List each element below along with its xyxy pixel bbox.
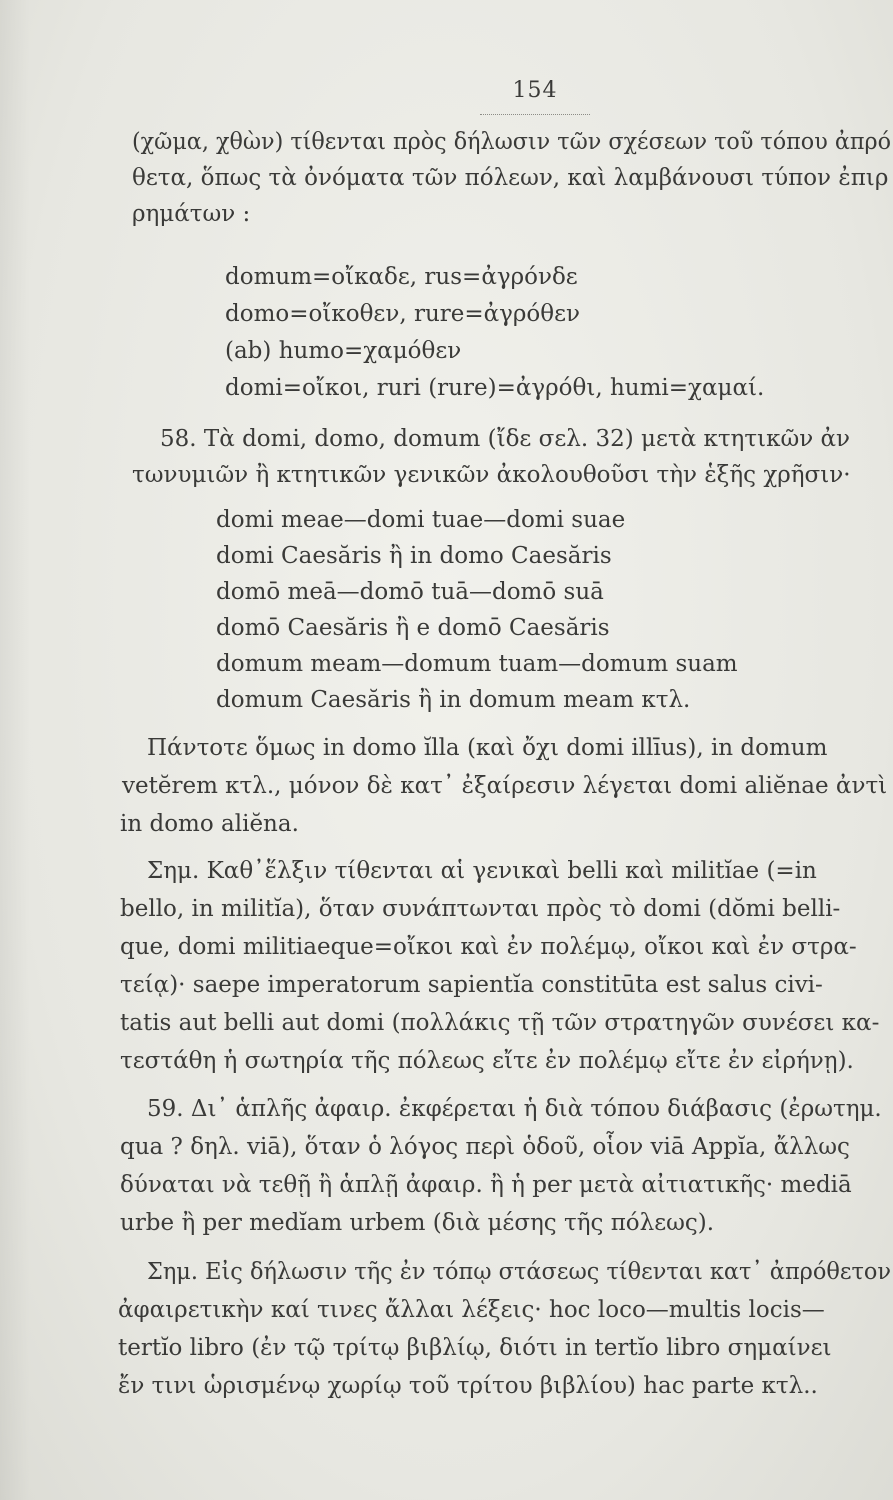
text-line: τωνυμιῶν ἢ κτητικῶν γενικῶν ἀκολουθοῦσι τὴν ἑξῆς χρῆσιν· — [132, 462, 851, 488]
example-line: domum meam—domum tuam—domum suam — [216, 651, 738, 677]
example-line: domi meae—domi tuae—domi suae — [216, 507, 626, 533]
text-line: δύναται νὰ τεθῇ ἢ ἁπλῇ ἀφαιρ. ἢ ἡ per μετὰ αἰτιατικῆς· mediā — [120, 1172, 852, 1198]
text-line: vetĕrem κτλ., μόνον δὲ κατ᾽ ἐξαίρεσιν λέγεται domi aliĕnae ἀντὶ — [122, 773, 888, 799]
example-line: domum Caesăris ἢ in domum meam κτλ. — [216, 687, 691, 713]
example-line: domi=οἴκοι, ruri (rure)=ἀγρόθι, humi=χαμαί. — [225, 375, 765, 401]
page-shadow — [0, 0, 30, 1500]
text-line: ἔν τινι ὡρισμένῳ χωρίῳ τοῦ τρίτου βιβλίου) hac parte κτλ.. — [118, 1373, 818, 1399]
text-line: que, domi militiaeque=οἴκοι καὶ ἐν πολέμῳ, οἴκοι καὶ ἐν στρα- — [120, 934, 857, 960]
section-59-heading: 59. Δι᾽ ἁπλῆς ἀφαιρ. ἐκφέρεται ἡ διὰ τόπου διάβασις (ἐρωτημ. — [147, 1096, 882, 1122]
text-line: (χῶμα, χθὼν) τίθενται πρὸς δήλωσιν τῶν σχέσεων τοῦ τόπου ἀπρό — [132, 129, 891, 155]
example-line: domō Caesăris ἢ e domō Caesăris — [216, 615, 610, 641]
text-line: ρημάτων : — [132, 201, 251, 227]
example-line: domō meā—domō tuā—domō suā — [216, 579, 604, 605]
text-line: qua ? δηλ. viā), ὅταν ὁ λόγος περὶ ὁδοῦ, οἷον viā Appĭa, ἄλλως — [120, 1134, 850, 1160]
text-line: θετα, ὅπως τὰ ὀνόματα τῶν πόλεων, καὶ λαμβάνουσι τύπον ἐπιρ — [132, 165, 889, 191]
text-line: ἀφαιρετικὴν καί τινες ἄλλαι λέξεις· hoc loco—multis locis— — [118, 1297, 825, 1323]
text-line: Πάντοτε ὅμως in domo ĭlla (καὶ ὄχι domi illīus), in domum — [147, 735, 828, 761]
page-number-rule — [480, 114, 590, 115]
text-line: urbe ἢ per medĭam urbem (διὰ μέσης τῆς πόλεως). — [120, 1210, 715, 1236]
example-line: domo=οἴκοθεν, rure=ἀγρόθεν — [225, 301, 581, 327]
note-heading-line: Σημ. Καθ᾽ἕλξιν τίθενται αἱ γενικαὶ belli καὶ militĭae (=in — [147, 858, 817, 884]
page-number: 154 — [512, 78, 558, 103]
example-line: (ab) humo=χαμόθεν — [225, 338, 462, 364]
text-line: tatis aut belli aut domi (πολλάκις τῇ τῶν στρατηγῶν συνέσει κα- — [120, 1010, 880, 1036]
text-line: tertĭo libro (ἐν τῷ τρίτῳ βιβλίῳ, διότι in tertĭo libro σημαίνει — [118, 1335, 832, 1361]
example-line: domum=οἴκαδε, rus=ἀγρόνδε — [225, 264, 578, 290]
text-line: bello, in militĭa), ὅταν συνάπτωνται πρὸς τὸ domi (dŏmi belli- — [120, 896, 841, 922]
note-heading-line: Σημ. Εἰς δήλωσιν τῆς ἐν τόπῳ στάσεως τίθενται κατ᾽ ἀπρόθετον — [147, 1259, 892, 1285]
section-58-heading: 58. Τὰ domi, domo, domum (ἴδε σελ. 32) μετὰ κτητικῶν ἀν — [160, 426, 851, 452]
text-line: τεστάθη ἡ σωτηρία τῆς πόλεως εἴτε ἐν πολέμῳ εἴτε ἐν εἰρήνῃ). — [120, 1048, 854, 1074]
text-line: in domo aliĕna. — [120, 811, 299, 837]
example-line: domi Caesăris ἢ in domo Caesăris — [216, 543, 612, 569]
text-line: τείᾳ)· saepe imperatorum sapientĭa constitūta est salus civi- — [120, 972, 823, 998]
